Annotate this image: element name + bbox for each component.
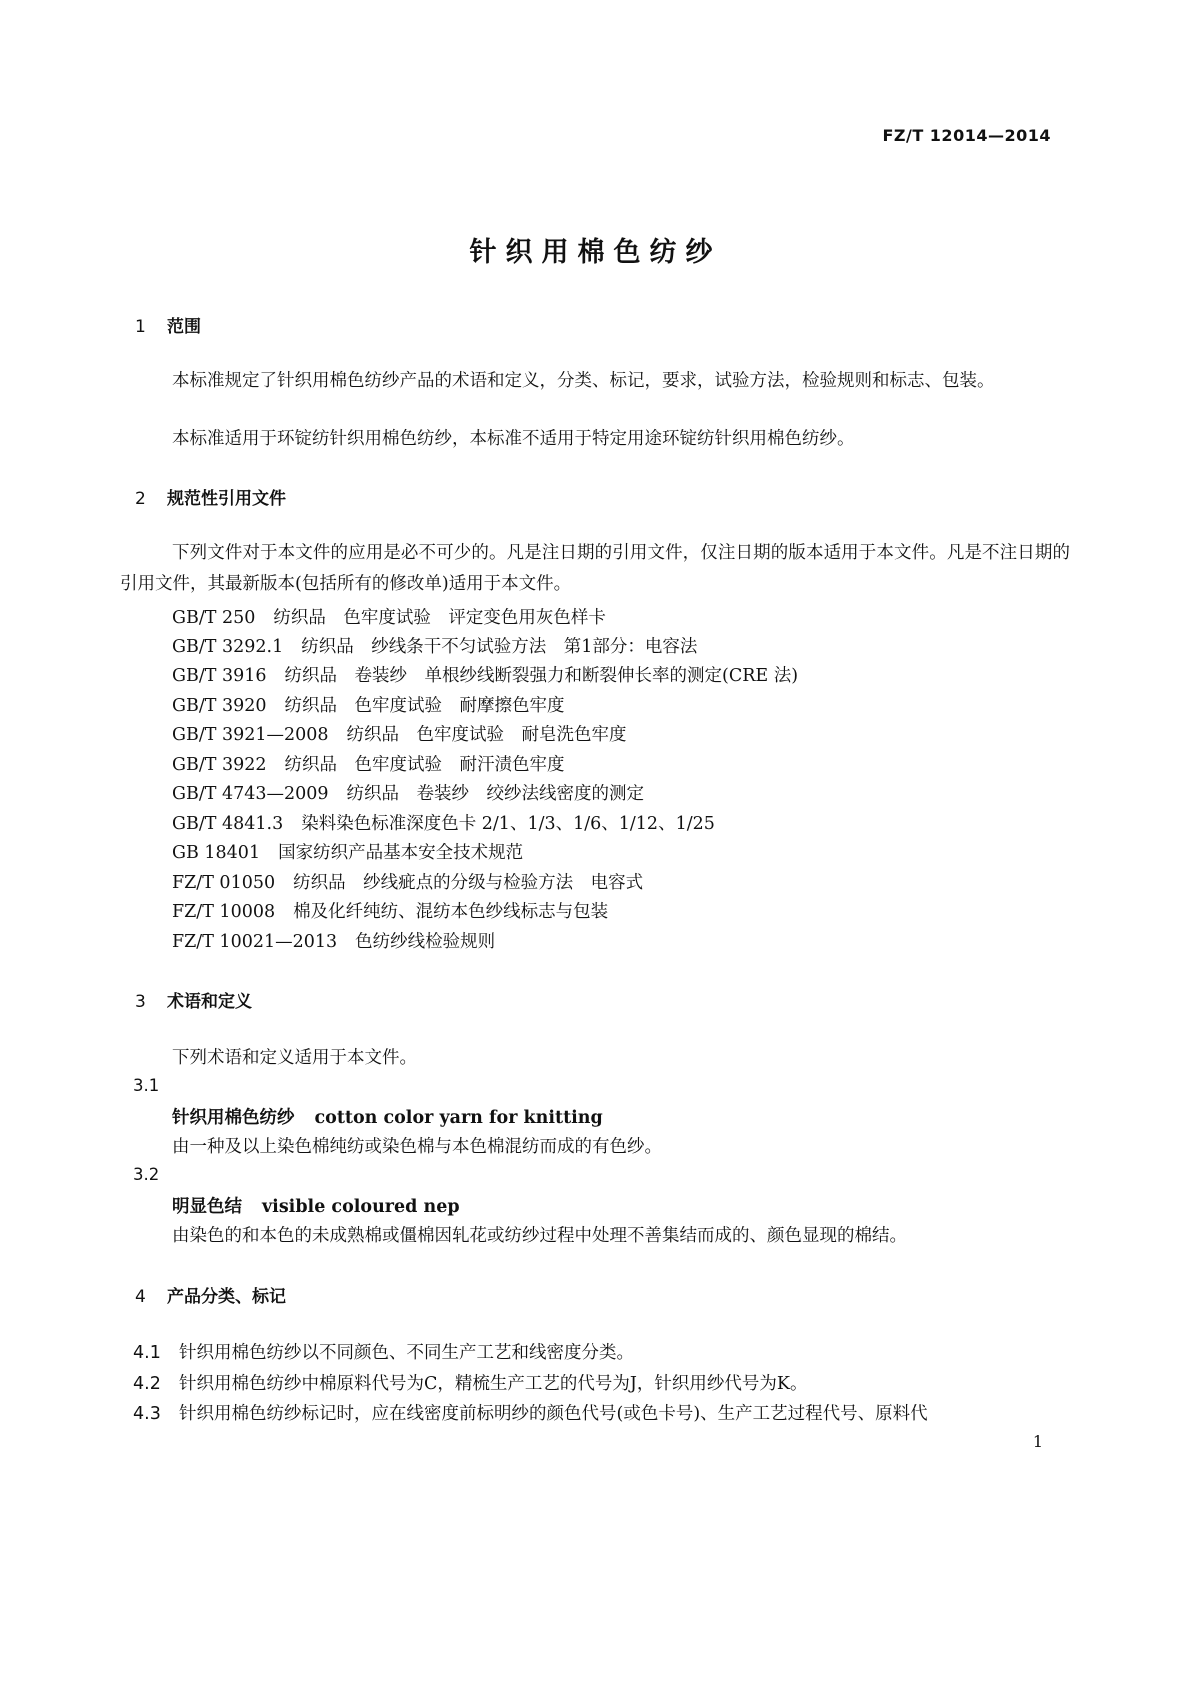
term-number: 3.1 xyxy=(133,1076,160,1095)
reference-item xyxy=(172,928,495,953)
reference-title: 纺织品 色牢度试验 评定变色用灰色样卡 xyxy=(273,608,606,628)
reference-code: GB/T 4743—2009 xyxy=(172,784,329,804)
terms-intro: 下列术语和定义适用于本文件。 xyxy=(172,1048,417,1068)
reference-item xyxy=(172,662,798,687)
term-number: 3.2 xyxy=(133,1165,160,1184)
reference-title: 棉及化纤纯纺、混纺本色纱线标志与包装 xyxy=(293,902,609,922)
scope-paragraph-2: 本标准适用于环锭纺针织用棉色纺纱，本标准不适用于特定用途环锭纺针织用棉色纺纱。 xyxy=(172,429,855,449)
reference-code: GB/T 3916 xyxy=(172,666,267,686)
reference-item xyxy=(172,721,627,746)
scope-paragraph-1: 本标准规定了针织用棉色纺纱产品的术语和定义，分类、标记，要求，试验方法，检验规则和标志、包装。 xyxy=(172,371,995,391)
clause-text: 针织用棉色纺纱以不同颜色、不同生产工艺和线密度分类。 xyxy=(179,1343,634,1363)
reference-code: FZ/T 10008 xyxy=(172,902,276,922)
reference-title: 染料染色标准深度色卡 2/1、1/3、1/6、1/12、1/25 xyxy=(301,814,715,834)
section-number: 1 xyxy=(135,317,146,337)
reference-title: 纺织品 色牢度试验 耐汗渍色牢度 xyxy=(284,755,565,775)
section-number: 2 xyxy=(135,489,146,509)
reference-title: 纺织品 卷装纱 绞纱法线密度的测定 xyxy=(346,784,645,804)
reference-code: GB/T 4841.3 xyxy=(172,814,284,834)
clause-item xyxy=(133,1370,1083,1395)
term-definition: 由染色的和本色的未成熟棉或僵棉因轧花或纺纱过程中处理不善集结而成的、颜色显现的棉结。 xyxy=(172,1226,907,1246)
section-4-heading xyxy=(135,1282,286,1307)
reference-code: GB 18401 xyxy=(172,843,261,863)
reference-item xyxy=(172,780,644,805)
reference-item xyxy=(172,692,565,717)
reference-title: 色纺纱线检验规则 xyxy=(355,932,496,952)
term-zh: 针织用棉色纺纱 xyxy=(172,1108,295,1128)
reference-item xyxy=(172,839,523,864)
term-en: visible coloured nep xyxy=(262,1197,460,1217)
reference-item xyxy=(172,633,697,658)
reference-code: GB/T 3920 xyxy=(172,696,267,716)
section-title: 规范性引用文件 xyxy=(167,489,286,509)
reference-item xyxy=(172,898,608,923)
reference-item xyxy=(172,869,643,894)
reference-code: FZ/T 10021—2013 xyxy=(172,932,338,952)
page-number: 1 xyxy=(1032,1432,1043,1451)
reference-title: 纺织品 纱线条干不匀试验方法 第1部分：电容法 xyxy=(301,637,698,657)
term-zh: 明显色结 xyxy=(172,1197,242,1217)
references-intro: 下列文件对于本文件的应用是必不可少的。凡是注日期的引用文件，仅注日期的版本适用于本文件。凡是不注日期的引用文件，其最新版本(包括所有的修改单)适用于本文件。 xyxy=(120,543,1070,594)
reference-code: GB/T 3292.1 xyxy=(172,637,284,657)
reference-title: 纺织品 色牢度试验 耐摩擦色牢度 xyxy=(284,696,565,716)
term-heading xyxy=(172,1193,460,1218)
reference-item xyxy=(172,810,715,835)
clause-text: 针织用棉色纺纱标记时，应在线密度前标明纱的颜色代号(或色卡号)、生产工艺过程代号、原料代 xyxy=(179,1404,928,1424)
section-number: 4 xyxy=(135,1287,146,1307)
section-2-heading xyxy=(135,484,286,509)
term-en: cotton color yarn for knitting xyxy=(314,1108,603,1128)
reference-code: GB/T 250 xyxy=(172,608,256,628)
section-number: 3 xyxy=(135,992,146,1012)
section-title: 范围 xyxy=(167,317,201,337)
term-heading xyxy=(172,1104,603,1129)
reference-code: GB/T 3921—2008 xyxy=(172,725,329,745)
reference-code: GB/T 3922 xyxy=(172,755,267,775)
clause-text: 针织用棉色纺纱中棉原料代号为C，精梳生产工艺的代号为J，针织用纱代号为K。 xyxy=(179,1374,808,1394)
section-3-heading xyxy=(135,987,252,1012)
term-definition: 由一种及以上染色棉纯纺或染色棉与本色棉混纺而成的有色纱。 xyxy=(172,1137,662,1157)
clause-item xyxy=(133,1400,1083,1425)
clause-number: 4.3 xyxy=(133,1404,161,1424)
reference-title: 国家纺织产品基本安全技术规范 xyxy=(278,843,524,863)
reference-title: 纺织品 卷装纱 单根纱线断裂强力和断裂伸长率的测定(CRE 法) xyxy=(284,666,799,686)
clause-number: 4.1 xyxy=(133,1343,161,1363)
reference-item xyxy=(172,751,565,776)
section-title: 术语和定义 xyxy=(167,992,252,1012)
reference-title: 纺织品 纱线疵点的分级与检验方法 电容式 xyxy=(293,873,644,893)
section-1-heading xyxy=(135,312,201,337)
document-title: 针织用棉色纺纱 xyxy=(469,237,722,268)
clause-item xyxy=(133,1339,1083,1364)
standard-code: FZ/T 12014—2014 xyxy=(882,126,1051,145)
reference-title: 纺织品 色牢度试验 耐皂洗色牢度 xyxy=(346,725,627,745)
section-title: 产品分类、标记 xyxy=(167,1287,286,1307)
reference-item xyxy=(172,604,606,629)
clause-number: 4.2 xyxy=(133,1374,161,1394)
reference-code: FZ/T 01050 xyxy=(172,873,276,893)
